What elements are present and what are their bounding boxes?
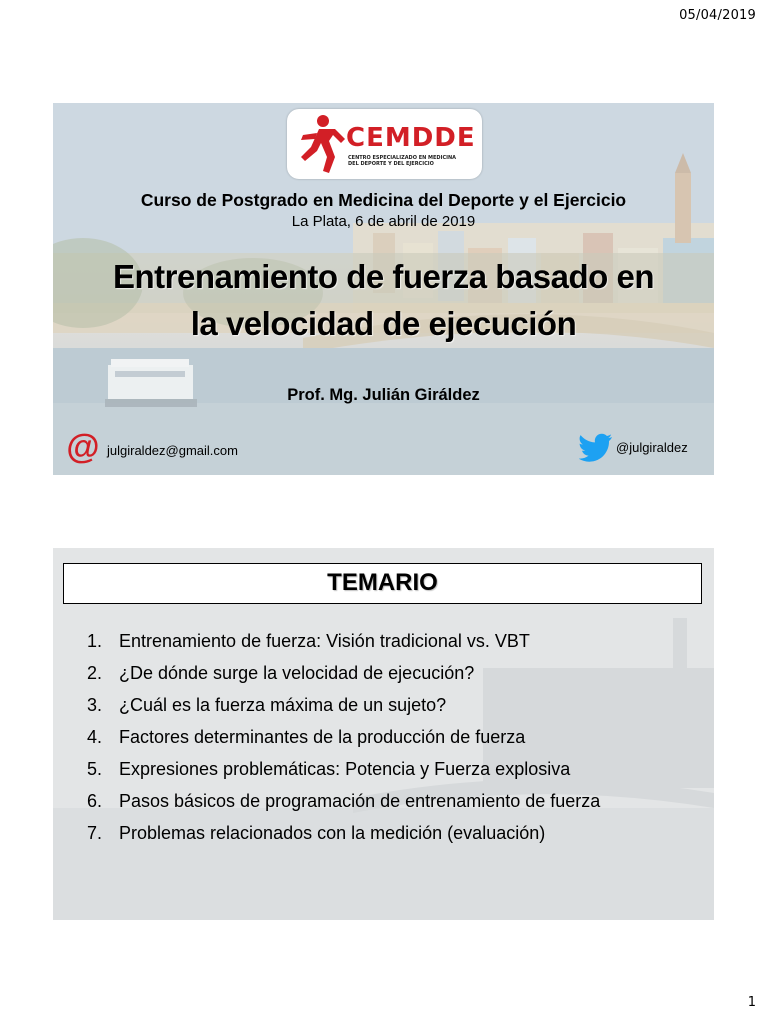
list-item: 6. Pasos básicos de programación de entrenamiento de fuerza: [87, 791, 601, 811]
title-slide: [53, 103, 714, 475]
list-item: 7. Problemas relacionados con la medición (evaluación): [87, 823, 546, 843]
agenda-heading: TEMARIO: [327, 569, 438, 596]
logo-wordmark: CEMDDE: [346, 123, 476, 153]
logo-subtitle-1: CENTRO ESPECIALIZADO EN MEDICINA: [348, 155, 457, 161]
email-address[interactable]: julgiraldez@gmail.com: [107, 443, 238, 458]
runner-logo-icon: [293, 113, 345, 175]
agenda-list: [87, 630, 600, 854]
list-item: 4. Factores determinantes de la producción de fuerza: [87, 727, 526, 747]
list-item: 1. Entrenamiento de fuerza: Visión tradicional vs. VBT: [87, 631, 530, 651]
twitter-bird-icon: [579, 433, 613, 463]
agenda-heading-box: [63, 563, 702, 604]
author-name: Prof. Mg. Julián Giráldez: [287, 386, 480, 404]
title-line-1: Entrenamiento de fuerza basado en: [113, 258, 654, 295]
logo-subtitle-2: DEL DEPORTE Y DEL EJERCICIO: [348, 161, 434, 167]
presentation-title: [53, 253, 714, 347]
agenda-slide: [53, 548, 714, 920]
title-line-2: la velocidad de ejecución: [190, 305, 577, 342]
twitter-handle[interactable]: @julgiraldez: [616, 440, 688, 455]
course-location-date: La Plata, 6 de abril de 2019: [291, 213, 476, 230]
page-number: 1: [747, 995, 756, 1010]
list-item: 5. Expresiones problemáticas: Potencia y Fuerza explosiva: [87, 759, 571, 779]
course-title: Curso de Postgrado en Medicina del Deporte y el Ejercicio: [140, 190, 627, 210]
list-item: 2. ¿De dónde surge la velocidad de ejecución?: [87, 663, 475, 683]
cemdde-logo: [287, 109, 482, 179]
list-item: 3. ¿Cuál es la fuerza máxima de un sujeto?: [87, 695, 447, 715]
at-sign-icon: @: [66, 428, 100, 466]
page-date: 05/04/2019: [679, 8, 756, 23]
